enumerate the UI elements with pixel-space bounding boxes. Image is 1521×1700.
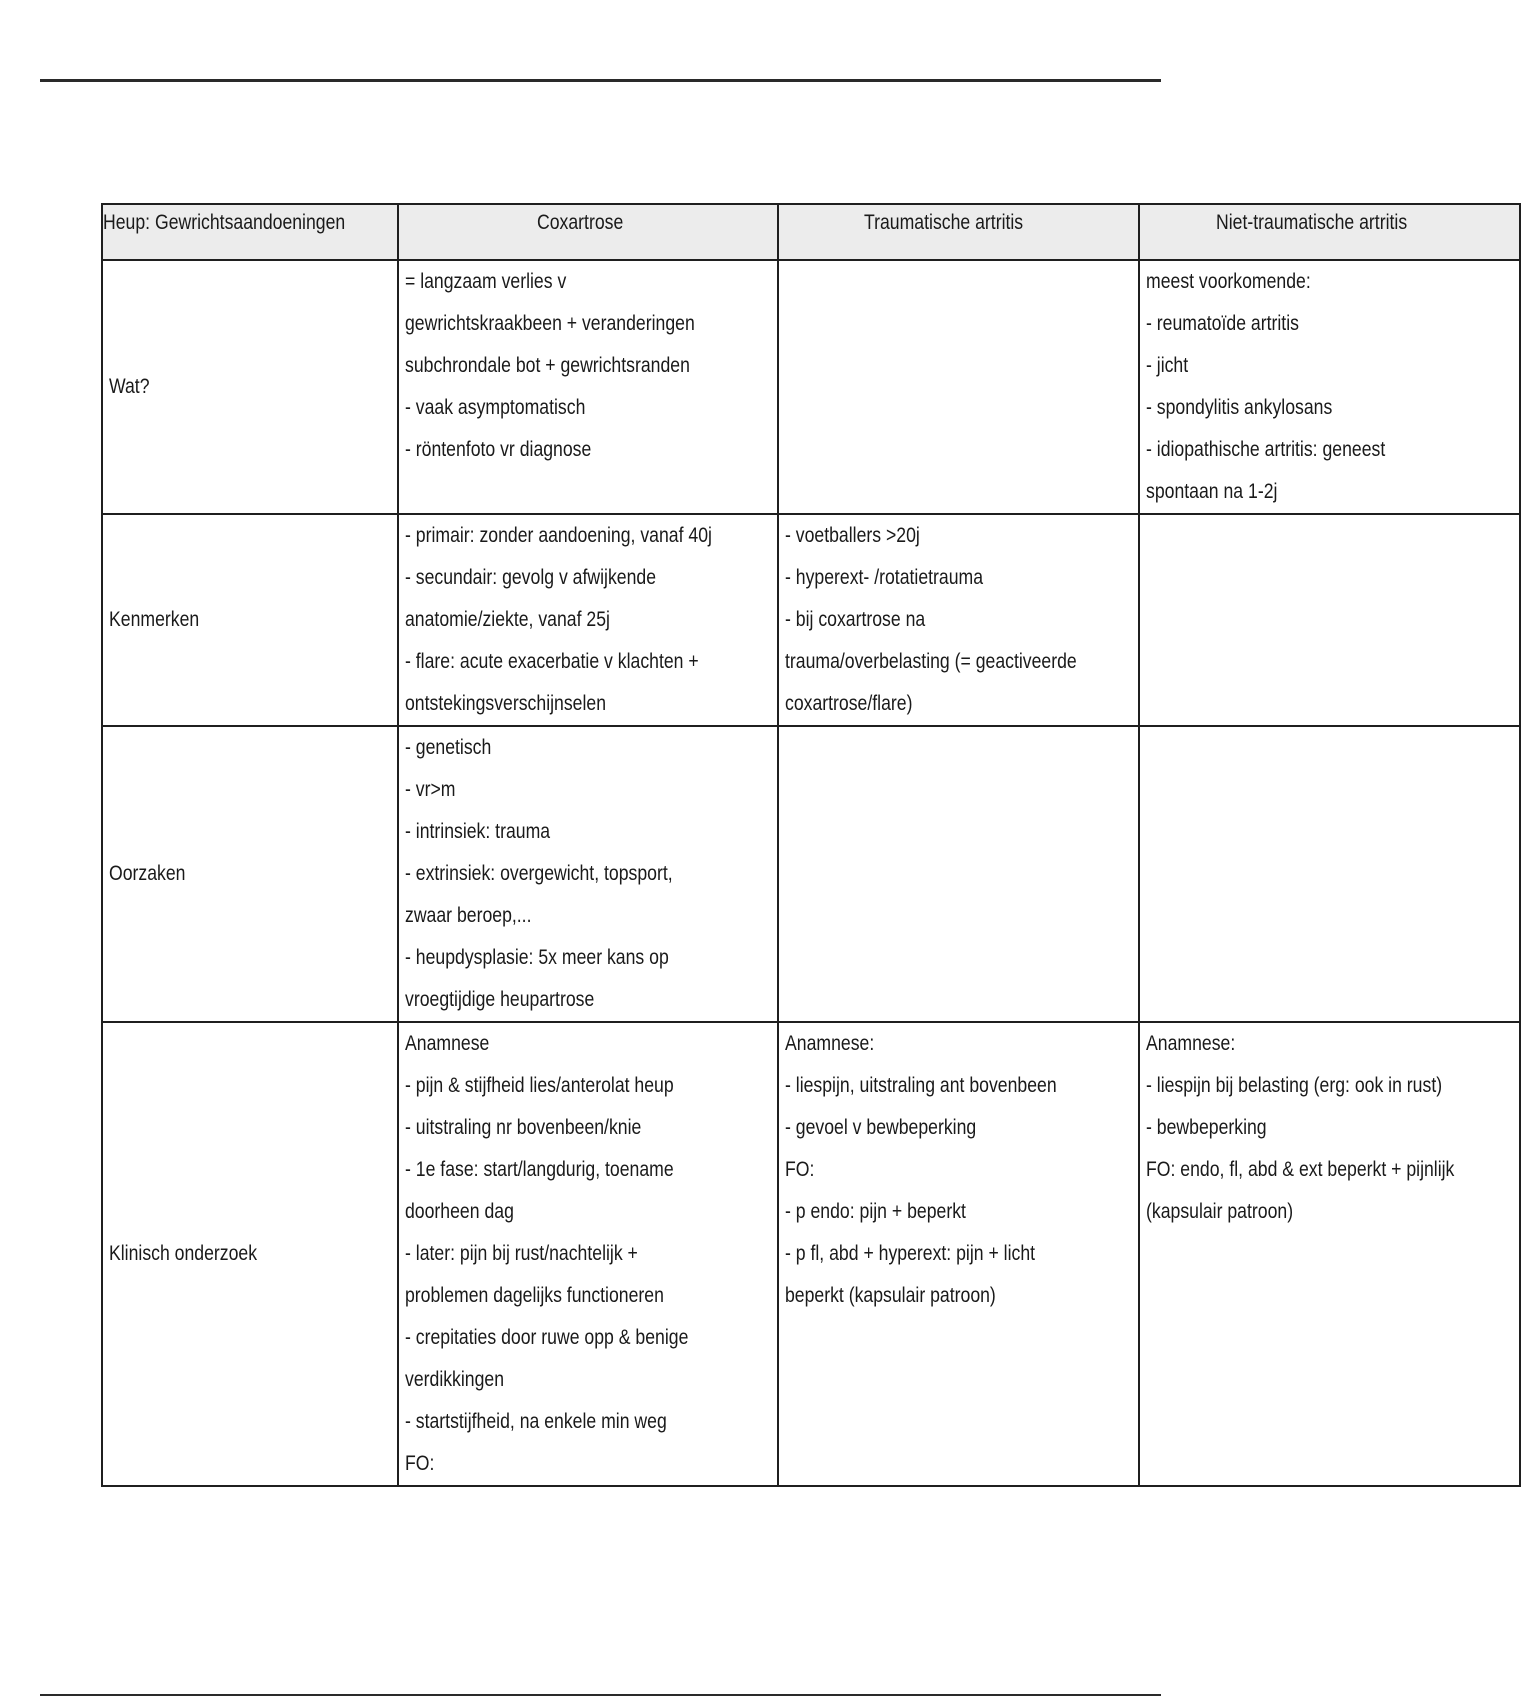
cell-line (785, 599, 1132, 641)
cell-line-text: zwaar beroep,... (405, 904, 532, 927)
cell-line-text: - liespijn bij belasting (erg: ook in rust) (1146, 1074, 1443, 1097)
cell-line (1146, 1149, 1513, 1191)
cell-line-text: - idiopathische artritis: geneest (1146, 438, 1386, 461)
header-row (102, 204, 1520, 260)
cell-line-text: gewrichtskraakbeen + veranderingen (405, 312, 696, 335)
top-rule (40, 79, 1161, 82)
cell-line (405, 769, 770, 811)
cell-line (405, 387, 770, 429)
cell-line (785, 1233, 1132, 1275)
cell-line-text: - vaak asymptomatisch (405, 396, 586, 419)
cell-line (405, 1191, 770, 1233)
row-klinisch-onderzoek (102, 1022, 1520, 1486)
cell-line-text: - heupdysplasie: 5x meer kans op (405, 946, 670, 969)
cell-line-text: - genetisch (405, 736, 492, 759)
cell-line-text: - gevoel v bewbeperking (784, 1116, 976, 1139)
cell-line-text: verdikkingen (405, 1368, 505, 1391)
cell-line (405, 515, 770, 557)
cell-line (1146, 303, 1513, 345)
row-label-oorzaken: Oorzaken (102, 726, 398, 1022)
cell-line (405, 683, 770, 725)
cell-klinisch-coxartrose (398, 1022, 777, 1486)
cell-wat-traumatische (778, 260, 1139, 514)
row-wat (102, 260, 1520, 514)
cell-line-text: vroegtijdige heupartrose (405, 988, 595, 1011)
cell-line-text: beperkt (kapsulair patroon) (784, 1284, 996, 1307)
cell-line (1146, 345, 1513, 387)
cell-wat-niet-traumatische (1139, 260, 1520, 514)
row-kenmerken (102, 514, 1520, 726)
cell-line-text: - jicht (1146, 354, 1189, 377)
cell-line (405, 345, 770, 387)
row-label-klinisch-onderzoek: Klinisch onderzoek (102, 1022, 398, 1486)
cell-line (785, 1023, 1132, 1065)
cell-klinisch-niet-traumatische (1139, 1022, 1520, 1486)
cell-line-text: - extrinsiek: overgewicht, topsport, (405, 862, 674, 885)
cell-line (405, 727, 770, 769)
cell-line-text: subchrondale bot + gewrichtsranden (405, 354, 691, 377)
cell-line (785, 1191, 1132, 1233)
cell-line-text: - flare: acute exacerbatie v klachten + (405, 650, 700, 673)
column-header-traumatische-artritis: Traumatische artritis (778, 204, 1139, 260)
cell-line (1146, 261, 1513, 303)
cell-line-text: - uitstraling nr bovenbeen/knie (405, 1116, 642, 1139)
cell-line (1146, 1191, 1513, 1233)
cell-line-text: spontaan na 1-2j (1146, 480, 1278, 503)
cell-line-text: meest voorkomende: (1146, 270, 1311, 293)
cell-line (405, 1359, 770, 1401)
corner-header: Heup: Gewrichtsaandoeningen (102, 204, 398, 260)
cell-line (405, 1233, 770, 1275)
cell-line (785, 515, 1132, 557)
cell-line (785, 1065, 1132, 1107)
cell-line (405, 557, 770, 599)
cell-line (405, 1149, 770, 1191)
cell-line (1146, 387, 1513, 429)
cell-oorzaken-traumatische (778, 726, 1139, 1022)
cell-line-text: - p fl, abd + hyperext: pijn + licht (784, 1242, 1035, 1265)
cell-line (1146, 1023, 1513, 1065)
cell-line-text: - hyperext- /rotatietrauma (784, 566, 983, 589)
cell-line (405, 1443, 770, 1485)
cell-line-text: - bij coxartrose na (784, 608, 925, 631)
bottom-rule (40, 1694, 1161, 1696)
cell-line-text: - intrinsiek: trauma (405, 820, 551, 843)
cell-line-text: - voetballers >20j (784, 524, 920, 547)
cell-line (405, 853, 770, 895)
cell-line-text: - primair: zonder aandoening, vanaf 40j (405, 524, 713, 547)
cell-line (405, 599, 770, 641)
cell-line-text: - vr>m (405, 778, 456, 801)
cell-line (405, 641, 770, 683)
cell-line-text: - p endo: pijn + beperkt (784, 1200, 966, 1223)
cell-line (405, 303, 770, 345)
cell-line-text: coxartrose/flare) (784, 692, 913, 715)
cell-line (785, 557, 1132, 599)
cell-line-text: problemen dagelijks functioneren (405, 1284, 665, 1307)
cell-line (405, 979, 770, 1021)
cell-line-text: - röntenfoto vr diagnose (405, 438, 592, 461)
cell-line-text: - bewbeperking (1146, 1116, 1267, 1139)
cell-wat-coxartrose (398, 260, 777, 514)
cell-line (1146, 1107, 1513, 1149)
cell-line-text: - spondylitis ankylosans (1146, 396, 1333, 419)
cell-line (785, 1275, 1132, 1317)
cell-line-text: (kapsulair patroon) (1146, 1200, 1294, 1223)
row-oorzaken (102, 726, 1520, 1022)
cell-line (1146, 1065, 1513, 1107)
column-header-niet-traumatische-artritis: Niet-traumatische artritis (1139, 204, 1520, 260)
cell-line (785, 641, 1132, 683)
cell-line-text: - pijn & stijfheid lies/anterolat heup (405, 1074, 675, 1097)
cell-line-text: FO: (784, 1158, 815, 1181)
cell-line-text: Anamnese: (784, 1032, 875, 1055)
cell-line-text: - startstijfheid, na enkele min weg (405, 1410, 668, 1433)
cell-line-text: - later: pijn bij rust/nachtelijk + (405, 1242, 639, 1265)
cell-line (405, 895, 770, 937)
cell-line-text: FO: endo, fl, abd & ext beperkt + pijnlijk (1146, 1158, 1455, 1181)
column-header-coxartrose: Coxartrose (398, 204, 777, 260)
cell-klinisch-traumatische (778, 1022, 1139, 1486)
row-label-wat: Wat? (102, 260, 398, 514)
cell-line (405, 1065, 770, 1107)
row-label-kenmerken: Kenmerken (102, 514, 398, 726)
cell-line-text: - reumatoïde artritis (1146, 312, 1299, 335)
cell-line (405, 261, 770, 303)
cell-line-text: Anamnese: (1146, 1032, 1236, 1055)
cell-line-text: = langzaam verlies v (405, 270, 567, 293)
cell-line-text: - secundair: gevolg v afwijkende (405, 566, 657, 589)
cell-line-text: Anamnese (405, 1032, 490, 1055)
cell-line (405, 1023, 770, 1065)
cell-line (405, 429, 770, 471)
cell-line (1146, 429, 1513, 471)
cell-line (405, 937, 770, 979)
cell-line-text: trauma/overbelasting (= geactiveerde (784, 650, 1077, 673)
cell-oorzaken-coxartrose (398, 726, 777, 1022)
cell-kenmerken-coxartrose (398, 514, 777, 726)
cell-line (405, 1275, 770, 1317)
cell-line (405, 811, 770, 853)
cell-line (785, 683, 1132, 725)
cell-line-text: anatomie/ziekte, vanaf 25j (405, 608, 611, 631)
cell-line (785, 1107, 1132, 1149)
cell-line-text: ontstekingsverschijnselen (405, 692, 607, 715)
cell-oorzaken-niet-traumatische (1139, 726, 1520, 1022)
cell-line-text: doorheen dag (405, 1200, 515, 1223)
cell-line (785, 1149, 1132, 1191)
cell-line-text: - crepitaties door ruwe opp & benige (405, 1326, 689, 1349)
cell-line (405, 1317, 770, 1359)
cell-line (405, 1401, 770, 1443)
cell-kenmerken-niet-traumatische (1139, 514, 1520, 726)
cell-line-text: - liespijn, uitstraling ant bovenbeen (784, 1074, 1057, 1097)
joint-conditions-table (101, 203, 1521, 1487)
cell-kenmerken-traumatische (778, 514, 1139, 726)
cell-line-text: FO: (405, 1452, 435, 1475)
cell-line-text: - 1e fase: start/langdurig, toename (405, 1158, 675, 1181)
cell-line (1146, 471, 1513, 513)
cell-line (405, 1107, 770, 1149)
